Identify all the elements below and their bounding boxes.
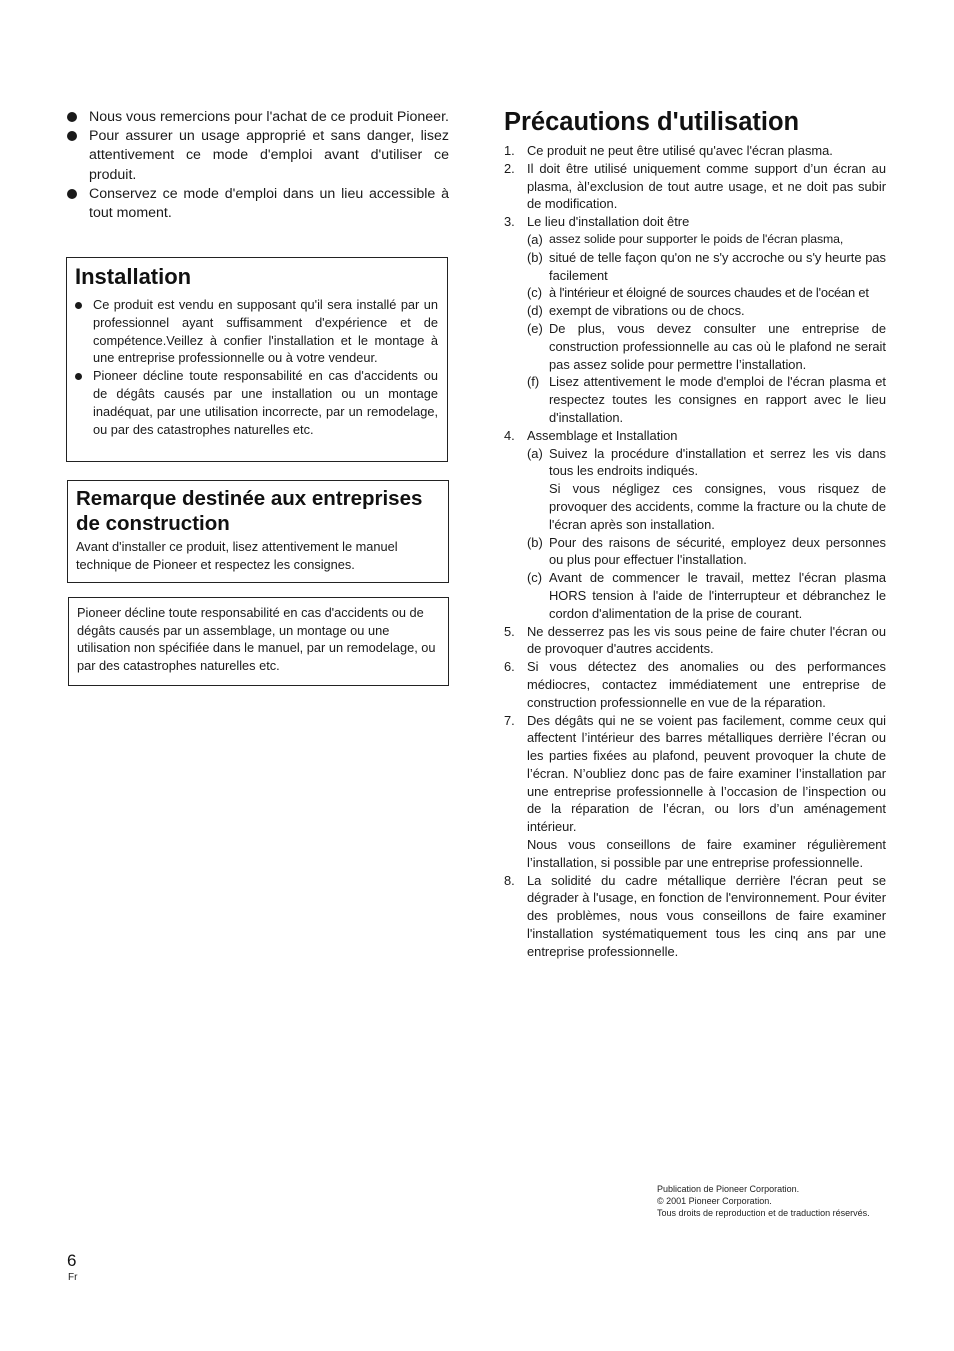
item-text: Si vous détectez des anomalies ou des performances médiocres, contactez immédiatement une entreprise de construction professionnelle en vue de la réparation. — [527, 659, 886, 710]
intro-list — [66, 108, 449, 223]
installation-box — [66, 257, 448, 462]
sub-text: Lisez attentivement le mode d'emploi de l'écran plasma et respectez toutes les consignes en rapport avec le lieu d'installation. — [549, 374, 886, 425]
remarque-text: Avant d'installer ce produit, lisez attentivement le manuel technique de Pioneer et respectez les consignes. — [76, 539, 398, 572]
item-text: Il doit être utilisé uniquement comme support d’un écran au plasma, àl’exclusion de tout autre usage, et ne doit pas subir de modification. — [527, 160, 886, 212]
installation-list — [75, 296, 438, 438]
item-text: Ne desserrez pas les vis sous peine de faire chuter l'écran ou de provoquer d'autres accidents. — [527, 623, 886, 657]
sub-label: (f) — [527, 374, 540, 390]
precaution-item — [504, 623, 886, 659]
sub-label: (c) — [527, 285, 543, 301]
sub-label: (a) — [527, 231, 543, 247]
disclaimer-box — [68, 597, 449, 686]
sub-label: (a) — [527, 445, 543, 461]
sub-text: Avant de commencer le travail, mettez l'écran plasma HORS tension à l'aide de l'interrupteur et débranchez le cordon d'alimentation de la prise de courant. — [549, 570, 886, 621]
bullet-icon — [67, 189, 77, 199]
page-number: 6 — [67, 1251, 77, 1270]
sub-extra-text: Si vous négligez ces consignes, vous risquez de provoquer des accidents, comme la fracture ou la chute de l'écran après son installation. — [549, 481, 886, 532]
sub-item — [527, 373, 886, 426]
sub-item — [527, 320, 886, 373]
item-text: Assemblage et Installation — [527, 427, 678, 443]
sub-item — [527, 249, 886, 285]
sub-item — [527, 569, 886, 622]
item-text: La solidité du cadre métallique derrière l'écran peut se dégrader à l'usage, en fonction de l'environnement. Pour éviter des problèmes, nous vous conseillons de faire examiner l'installation systématiquement tous les cinq ans par une entreprise professionnelle. — [527, 872, 886, 959]
publication-line: © 2001 Pioneer Corporation. — [657, 1196, 772, 1206]
precautions-section — [504, 106, 886, 961]
item-number: 1. — [504, 143, 515, 158]
bullet-icon — [67, 112, 77, 122]
sub-label: (d) — [527, 303, 543, 319]
sub-label: (e) — [527, 320, 543, 336]
sub-item — [527, 445, 886, 534]
intro-item: Nous vous remercions pour l'achat de ce produit Pioneer. — [66, 108, 449, 127]
precaution-item — [504, 142, 886, 160]
item-extra-text: Nous vous conseillons de faire examiner régulièrement l’installation, si possible par une entreprise professionnelle. — [527, 837, 886, 870]
precaution-item — [504, 658, 886, 711]
bullet-icon — [75, 302, 82, 309]
sub-label: (b) — [527, 534, 543, 550]
precautions-list — [504, 142, 886, 961]
sub-text: Suivez la procédure d'installation et serrez les vis dans tous les endroits indiqués. — [549, 445, 886, 479]
sub-item — [527, 284, 886, 302]
publication-line: Tous droits de reproduction et de traduction réservés. — [657, 1208, 870, 1218]
language-code: Fr — [68, 1272, 78, 1283]
precaution-item — [504, 872, 886, 961]
bullet-icon — [75, 373, 82, 380]
precaution-item — [504, 213, 886, 427]
item-text: Le lieu d'installation doit être — [527, 214, 690, 230]
sub-label: (c) — [527, 570, 543, 586]
remarque-box — [67, 480, 449, 583]
sub-text: exempt de vibrations ou de chocs. — [549, 303, 745, 319]
item-number: 6. — [504, 659, 515, 675]
sub-item — [527, 302, 886, 320]
publication-line: Publication de Pioneer Corporation. — [657, 1184, 800, 1194]
installation-item: Ce produit est vendu en supposant qu'il sera installé par un professionnel ayant suffisamment d'expérience et de compétence.Veillez à confier l'installation et le montage à une entreprise professionnelle ou à votre vendeur. — [75, 296, 438, 367]
sub-item — [527, 231, 886, 249]
item-text: Ce produit ne peut être utilisé qu'avec l'écran plasma. — [527, 143, 833, 158]
publication-note — [657, 1183, 870, 1219]
sub-text: situé de telle façon qu'on ne s'y accroche ou s'y heurte pas facilement — [549, 249, 886, 283]
intro-item: Pour assurer un usage approprié et sans danger, lisez attentivement ce mode d'emploi avant d'utiliser ce produit. — [66, 127, 449, 185]
sub-text: De plus, vous devez consulter une entreprise de construction professionnelle au cas où le plafond ne serait pas assez solide pour permettre l’installation. — [549, 320, 886, 372]
sub-label: (b) — [527, 249, 543, 265]
bullet-icon — [67, 131, 77, 141]
item-number: 2. — [504, 160, 515, 176]
sub-text: assez solide pour supporter le poids de l'écran plasma, — [549, 231, 844, 246]
precautions-title: Précautions d'utilisation — [504, 108, 800, 136]
sub-item — [527, 534, 886, 570]
item-number: 5. — [504, 623, 515, 639]
item-number: 4. — [504, 427, 515, 443]
installation-item: Pioneer décline toute responsabilité en cas d'accidents ou de dégâts causés par une installation ou un montage inadéquat, par une utilisation incorrecte, par un remodelage, ou par des catastrophes naturelles etc. — [75, 367, 438, 438]
item-text: Des dégâts qui ne se voient pas facilement, comme ceux qui affectent l’intérieur des barres métalliques derrière l’écran ou les parties fixées au plafond, peuvent provoquer la chute de l’écran. N’oubliez donc pas de faire examiner l’installation par une entreprise professionnelle à l’occasion de l’inspection ou de la réparation de l’écran, ou lors d’un aménagement intérieur. — [527, 712, 886, 835]
disclaimer-text: Pioneer décline toute responsabilité en cas d'accidents ou de dégâts causés par un assemblage, un montage ou une utilisation non spécifiée dans le manuel, par un remodelage, ou par des catastrophes naturelles etc. — [77, 605, 436, 673]
installation-title: Installation — [75, 264, 192, 289]
precaution-item — [504, 427, 886, 623]
item-number: 8. — [504, 872, 515, 888]
item-number: 7. — [504, 712, 515, 728]
sub-text: à l'intérieur et éloigné de sources chaudes et de l'océan et — [549, 285, 869, 301]
sub-text: Pour des raisons de sécurité, employez deux personnes ou plus pour effectuer l'installation. — [549, 534, 886, 568]
precaution-item — [504, 160, 886, 213]
precaution-item — [504, 712, 886, 872]
intro-item: Conservez ce mode d'emploi dans un lieu accessible à tout moment. — [66, 185, 449, 223]
remarque-title: Remarque destinée aux entreprises de construction — [76, 487, 423, 535]
item-number: 3. — [504, 214, 515, 230]
